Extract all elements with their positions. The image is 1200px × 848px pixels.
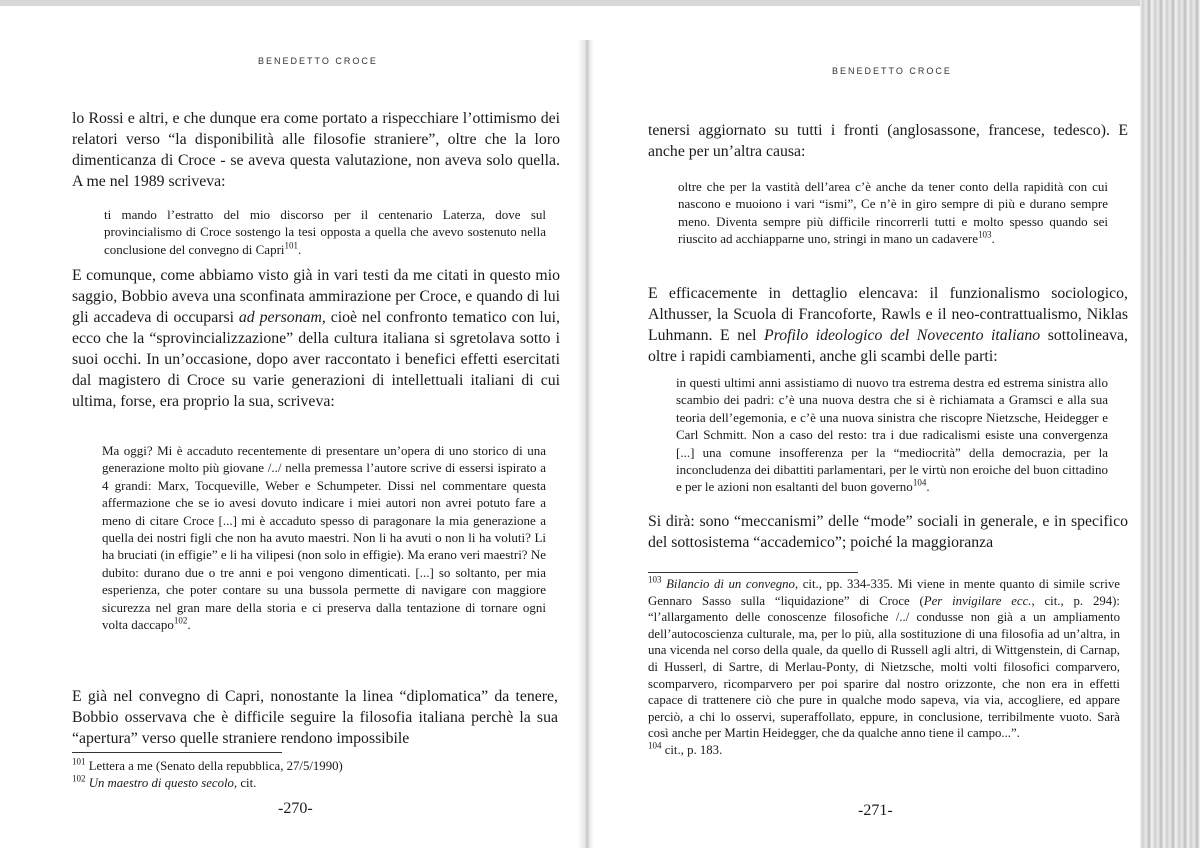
footnote [72,775,560,792]
paragraph [648,283,1128,367]
paragraph-text: , cioè nel confronto tematico con lui, ecco che la “sprovincializzazione” della cultura italiana si sgretolava sotto i suoi occhi. In un’occasione, dopo aver raccontato i benefici effetti esercitati dal magistero di Croce su varie generazioni di intellettuali italiani di cui ultima, forse, era proprio la sua, scriveva: [72,309,561,410]
quote-end: . [298,241,302,257]
paragraph [72,265,560,412]
block-quote [678,178,1108,248]
running-head: BENEDETTO CROCE [258,56,378,66]
footnote-number: 103 [648,574,662,585]
page-number: -270- [278,800,313,817]
footnote-text: , cit., pp. 334-335. Mi viene in mente quanto di simile scrive Gennaro Sasso sulla “liquidazione” di Croce ( [648,577,1120,608]
block-quote [104,206,546,258]
quote-end: . [187,617,191,633]
footnote-text: Lettera a me (Senato della repubblica, 27/5/1990) [88,759,343,773]
footnote [72,758,560,775]
footnote-number: 102 [72,773,86,784]
paragraph-text: Si dirà: sono “meccanismi” delle “mode” sociali in generale, e in specifico del sottosistema “accademico”; poiché la maggioranza [648,513,1128,551]
quote-text: ti mando l’estratto del mio discorso per il centenario Laterza, dove sul provincialismo di Croce sostengo la tesi opposta a quella che avevo sostenuto nella conclusione del convegno di Capri [104,207,546,257]
footnote [648,742,1120,759]
footnotes [72,758,560,791]
quote-end: . [926,479,930,495]
quote-end: . [991,231,995,247]
left-page [72,0,560,848]
footnote [648,576,1120,742]
paragraph-text: tenersi aggiornato su tutti i fronti (anglosassone, francese, tedesco). E anche per un’altra causa: [648,122,1128,160]
quote-text: Ma oggi? Mi è accaduto recentemente di presentare un’opera di uno storico di una generazione molto più giovane /../ nella premessa l’autore scrive di essersi ispirato a 4 grandi: Marx, Tocqueville, Weber e Schumpeter. Dissi nel commentare questa affermazione che se io avesi dovuto indicare i miei autori non avrei potuto fare a meno di citare Croce [...] mi è accaduto spesso di paragonare la mia generazione a quella dei nostri figli che non ha avuto maestri. Non li ha avuti o non li ha voluti? Li ha bruciati (in effigie” e li ha vilipesi (non solo in effigie). Ma erano veri maestri? Ne dubito: durano due o tre anni e poi vengono dimenticati. [...] so soltanto, per mia esperienza, che poter contare su una bussola permette di navigare con maggiore sicurezza nel gran mare della storia e ci preserva dalla tentazione di tornare ogni volta daccapo [102,443,546,633]
paragraph [648,511,1128,553]
footnote-ref: 101 [284,240,299,251]
footnote-text: , cit., p. 294): “l’allargamento delle conoscenze filosofiche /../ condusse non già a un ampliamento dell’autocoscienza culturale, ma, per lo più, alla sostituzione di una filosofia ad un’altra, in una vicenda nel corso della quale, da quello di Russell agli altri, di Wittgenstein, di Carnap, di Husserl, di Sartre, di Merlau-Ponty, di Nietzsche, molti volti filosofici comparvero, scomparvero, ricomparvero per poi sparire dal nostro orizzonte, che non era in effetti capace di trattenere ciò che pure in qualche modo sapeva, via via, accogliere, ed appare perciò, a chi lo osservi, superaffollato, eppure, in conclusione, terribilmente vuoto. Sarà così anche per Martin Heidegger, che da qualche anno tiene il campo...”. [648,593,1120,741]
paragraph-text: sottolineava, oltre i rapidi cambiamenti, anche gli scambi delle parti: [648,327,1128,365]
footnotes [648,576,1120,759]
footnote-number: 104 [648,740,662,751]
page-edge-shadow [1140,0,1200,848]
paragraph-text: E efficacemente in dettaglio elencava: il funzionalismo sociologico, Althusser, la Scuola di Francoforte, Rawls e il neo-contrattualismo, Niklas Luhmann. E nel [648,285,1128,344]
italic-phrase: ad personam [238,309,322,326]
paragraph [72,108,560,192]
paragraph-text: lo Rossi e altri, e che dunque era come portato a rispecchiare l’ottimismo dei relatori verso “la disponibilità alle filosofie straniere”, oltre che la loro dimenticanza di Croce - se aveva questa valutazione, non aveva solo quella. A me nel 1989 scriveva: [72,110,560,190]
block-quote [102,442,546,633]
footnote-rule [648,572,858,573]
footnote-rule [72,752,282,753]
footnote-number: 101 [72,756,86,767]
footnote-ref: 102 [173,615,188,626]
italic-title: Profilo ideologico del Novecento italiano [764,327,1041,344]
footnote-title: Bilancio di un convegno [666,577,795,591]
paragraph [648,120,1128,162]
footnote-title: Un maestro di questo secolo [88,775,234,790]
block-quote [676,374,1108,496]
paragraph-text: E comunque, come abbiamo visto già in vari testi da me citati in questo mio saggio, Bobbio aveva una sconfinata ammirazione per Croce, e quando di lui gli accadeva di occuparsi [72,267,560,326]
footnote-text: cit., p. 183. [661,742,723,757]
book-gutter [578,40,594,848]
quote-text: in questi ultimi anni assistiamo di nuovo tra estrema destra ed estrema sinistra allo scambio dei padri: c’è una nuova destra che si è richiamata a Gramsci e alla sua teoria dell’egemonia, e c’è una nuova sinistra che riscopre Nietzsche, Heidegger e Carl Schmitt. Non a caso del resto: tra i due radicalismi esiste una convergenza [...] una comune insofferenza per la “mediocrità” della democrazia, per la inconcludenza dei dibattiti parlamentari, per le virtù non eroiche del buon cittadino e per le azioni non esaltanti del buon governo [676,375,1108,495]
paragraph [72,686,558,749]
footnote-ref: 103 [977,229,992,240]
footnote-text: , cit. [233,775,257,790]
footnote-title: Per invigilare ecc. [923,593,1032,608]
quote-text: oltre che per la vastità dell’area c’è anche da tener conto della rapidità con cui nascono e muoiono i vari “ismi”, Ce n’è in giro sempre di più e durano sempre meno. Diventa sempre più difficile rincorrerli tutti e molto spesso quando sei riuscito ad acchiapparne uno, stringi in mano un cadavere [678,179,1108,247]
footnote-ref: 104 [912,478,927,489]
page-number: -271- [858,802,893,819]
running-head: BENEDETTO CROCE [832,66,952,76]
right-page [648,0,1128,848]
paragraph-text: E già nel convegno di Capri, nonostante la linea “diplomatica” da tenere, Bobbio osservava che è difficile seguire la filosofia italiana perchè la sua “apertura” verso quelle straniere rendono impossibile [72,688,558,747]
